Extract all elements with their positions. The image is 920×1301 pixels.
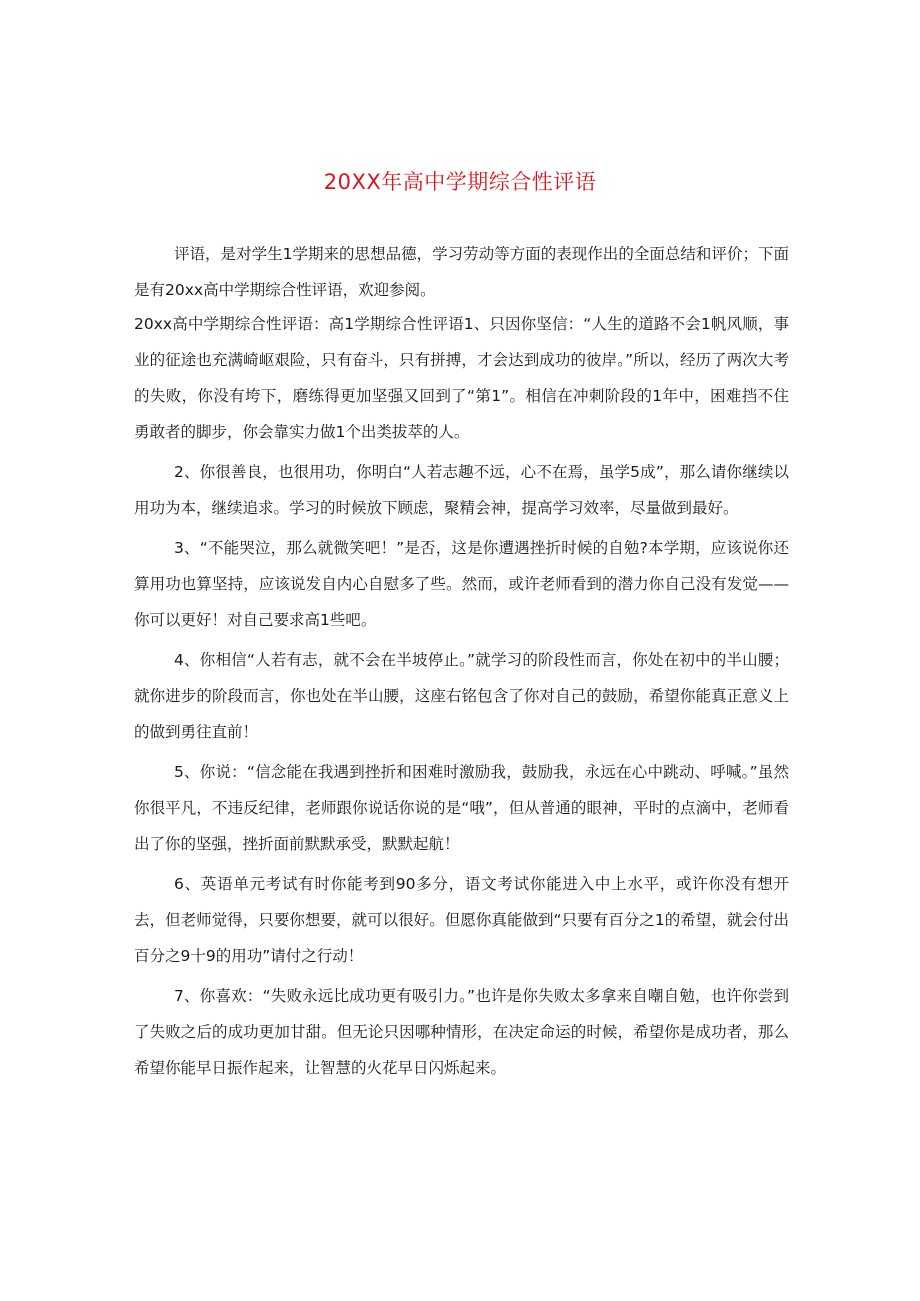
comment-paragraph-5: 5、你说：“信念能在我遇到挫折和困难时激励我，鼓励我，永远在心中跳动、呼喊。”虽然你很平凡，不违反纪律，老师跟你说话你说的是“哦”，但从普通的眼神，平时的点滴中，老师看出了你的坚强，挫折面前默默承受，默默起航！ [134,763,789,853]
comment-paragraph-3: 3、“不能哭泣，那么就微笑吧！”是否，这是你遭遇挫折时候的自勉?本学期，应该说你还算用功也算坚持，应该说发自内心自慰多了些。然而，或许老师看到的潜力你自己没有发觉——你可以更好！对自己要求高1些吧。 [134,539,789,629]
document-title: 20XX年高中学期综合性评语 [323,170,597,194]
comment-paragraph-1: 20xx高中学期综合性评语：高1学期综合性评语1、只因你坚信：“人生的道路不会1帆风顺，事业的征途也充满崎岖艰险，只有奋斗，只有拼搏，才会达到成功的彼岸。”所以，经历了两次大考的失败，你没有垮下，磨练得更加坚强又回到了“第1”。相信在冲刺阶段的1年中，困难挡不住勇敢者的脚步，你会靠实力做1个出类拔萃的人。 [134,315,789,441]
comment-paragraph-2: 2、你很善良，也很用功，你明白“人若志趣不远，心不在焉，虽学5成”，那么请你继续以用功为本，继续追求。学习的时候放下顾虑，聚精会神，提高学习效率，尽量做到最好。 [134,463,789,517]
comment-paragraph-6: 6、英语单元考试有时你能考到90多分，语文考试你能进入中上水平，或许你没有想开去，但老师觉得，只要你想要，就可以很好。但愿你真能做到“只要有百分之1的希望，就会付出百分之9十9的用功”请付之行动！ [134,875,789,965]
document-body [134,236,789,1090]
comment-paragraph-4: 4、你相信“人若有志，就不会在半坡停止。”就学习的阶段性而言，你处在初中的半山腰；就你进步的阶段而言，你也处在半山腰，这座右铭包含了你对自己的鼓励，希望你能真正意义上的做到勇往直前！ [134,651,789,741]
intro-paragraph: 评语，是对学生1学期来的思想品德，学习劳动等方面的表现作出的全面总结和评价；下面是有20xx高中学期综合性评语，欢迎参阅。 [134,245,789,299]
comment-paragraph-7: 7、你喜欢：“失败永远比成功更有吸引力。”也许是你失败太多拿来自嘲自勉，也许你尝到了失败之后的成功更加甘甜。但无论只因哪种情形，在决定命运的时候，希望你是成功者，那么希望你能早日振作起来，让智慧的火花早日闪烁起来。 [134,987,789,1077]
